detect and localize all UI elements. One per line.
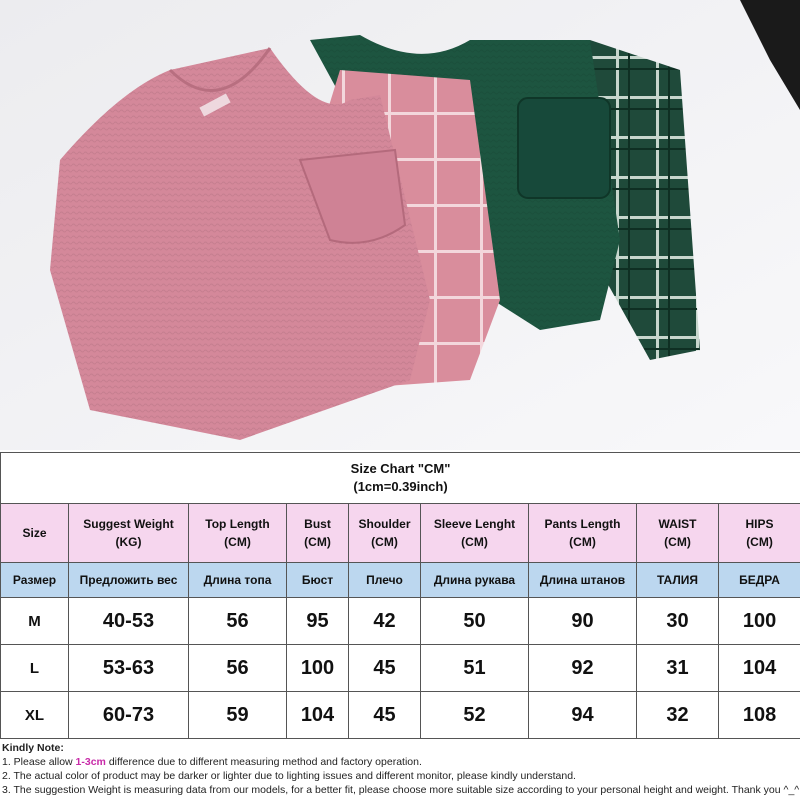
cell-pants-length: 94 xyxy=(529,692,637,739)
size-chart-subtitle: (1cm=0.39inch) xyxy=(353,479,448,494)
note-line-3: 3. The suggestion Weight is measuring data from our models, for a better fit, please choose more suitable size according to your personal height and weight. Thank you ^_^ xyxy=(2,784,800,796)
cell-shoulder: 42 xyxy=(349,598,421,645)
cell-bust: 100 xyxy=(287,645,349,692)
cell-weight: 53-63 xyxy=(69,645,189,692)
note-highlight: 1-3cm xyxy=(75,756,106,768)
cell-waist: 32 xyxy=(637,692,719,739)
header-top-length: Top Length (CM) xyxy=(189,504,287,563)
cell-hips: 100 xyxy=(719,598,800,645)
ru-header-weight: Предложить вес xyxy=(69,563,189,598)
cell-shoulder: 45 xyxy=(349,645,421,692)
ru-header-hips: БЕДРА xyxy=(719,563,800,598)
ru-header-sleeve-length: Длина рукава xyxy=(421,563,529,598)
header-weight: Suggest Weight (KG) xyxy=(69,504,189,563)
size-chart xyxy=(0,452,800,800)
note-line-1: 1. Please allow 1-3cm difference due to different measuring method and factory operation. xyxy=(2,756,422,768)
cell-top-length: 59 xyxy=(189,692,287,739)
header-size: Size xyxy=(1,504,69,563)
table-row xyxy=(1,645,800,692)
table-row xyxy=(1,692,800,739)
size-chart-table xyxy=(0,452,800,739)
cell-shoulder: 45 xyxy=(349,692,421,739)
cell-pants-length: 90 xyxy=(529,598,637,645)
cell-bust: 104 xyxy=(287,692,349,739)
ru-header-shoulder: Плечо xyxy=(349,563,421,598)
header-row xyxy=(1,504,800,563)
size-chart-title: Size Chart "CM" xyxy=(350,461,451,476)
header-bust: Bust (CM) xyxy=(287,504,349,563)
cell-hips: 108 xyxy=(719,692,800,739)
cell-waist: 31 xyxy=(637,645,719,692)
cell-bust: 95 xyxy=(287,598,349,645)
ru-header-top-length: Длина топа xyxy=(189,563,287,598)
ru-header-size: Размер xyxy=(1,563,69,598)
cell-size: L xyxy=(1,645,69,692)
cell-size: M xyxy=(1,598,69,645)
cell-sleeve-length: 52 xyxy=(421,692,529,739)
cell-sleeve-length: 50 xyxy=(421,598,529,645)
ru-header-pants-length: Длина штанов xyxy=(529,563,637,598)
ru-header-waist: ТАЛИЯ xyxy=(637,563,719,598)
header-hips: HIPS (CM) xyxy=(719,504,800,563)
header-waist: WAIST (CM) xyxy=(637,504,719,563)
cell-hips: 104 xyxy=(719,645,800,692)
header-pants-length: Pants Length (CM) xyxy=(529,504,637,563)
cell-top-length: 56 xyxy=(189,645,287,692)
kindly-note xyxy=(0,739,800,797)
russian-header-row xyxy=(1,563,800,598)
cell-size: XL xyxy=(1,692,69,739)
note-title: Kindly Note: xyxy=(2,742,64,754)
table-row xyxy=(1,598,800,645)
cell-top-length: 56 xyxy=(189,598,287,645)
cell-sleeve-length: 51 xyxy=(421,645,529,692)
header-shoulder: Shoulder (CM) xyxy=(349,504,421,563)
ru-header-bust: Бюст xyxy=(287,563,349,598)
cell-waist: 30 xyxy=(637,598,719,645)
header-sleeve-length: Sleeve Lenght (CM) xyxy=(421,504,529,563)
size-chart-title-cell xyxy=(1,453,800,504)
cell-pants-length: 92 xyxy=(529,645,637,692)
cell-weight: 40-53 xyxy=(69,598,189,645)
cell-weight: 60-73 xyxy=(69,692,189,739)
note-line-2: 2. The actual color of product may be darker or lighter due to lighting issues and different monitor, please kindly understand. xyxy=(2,770,576,782)
